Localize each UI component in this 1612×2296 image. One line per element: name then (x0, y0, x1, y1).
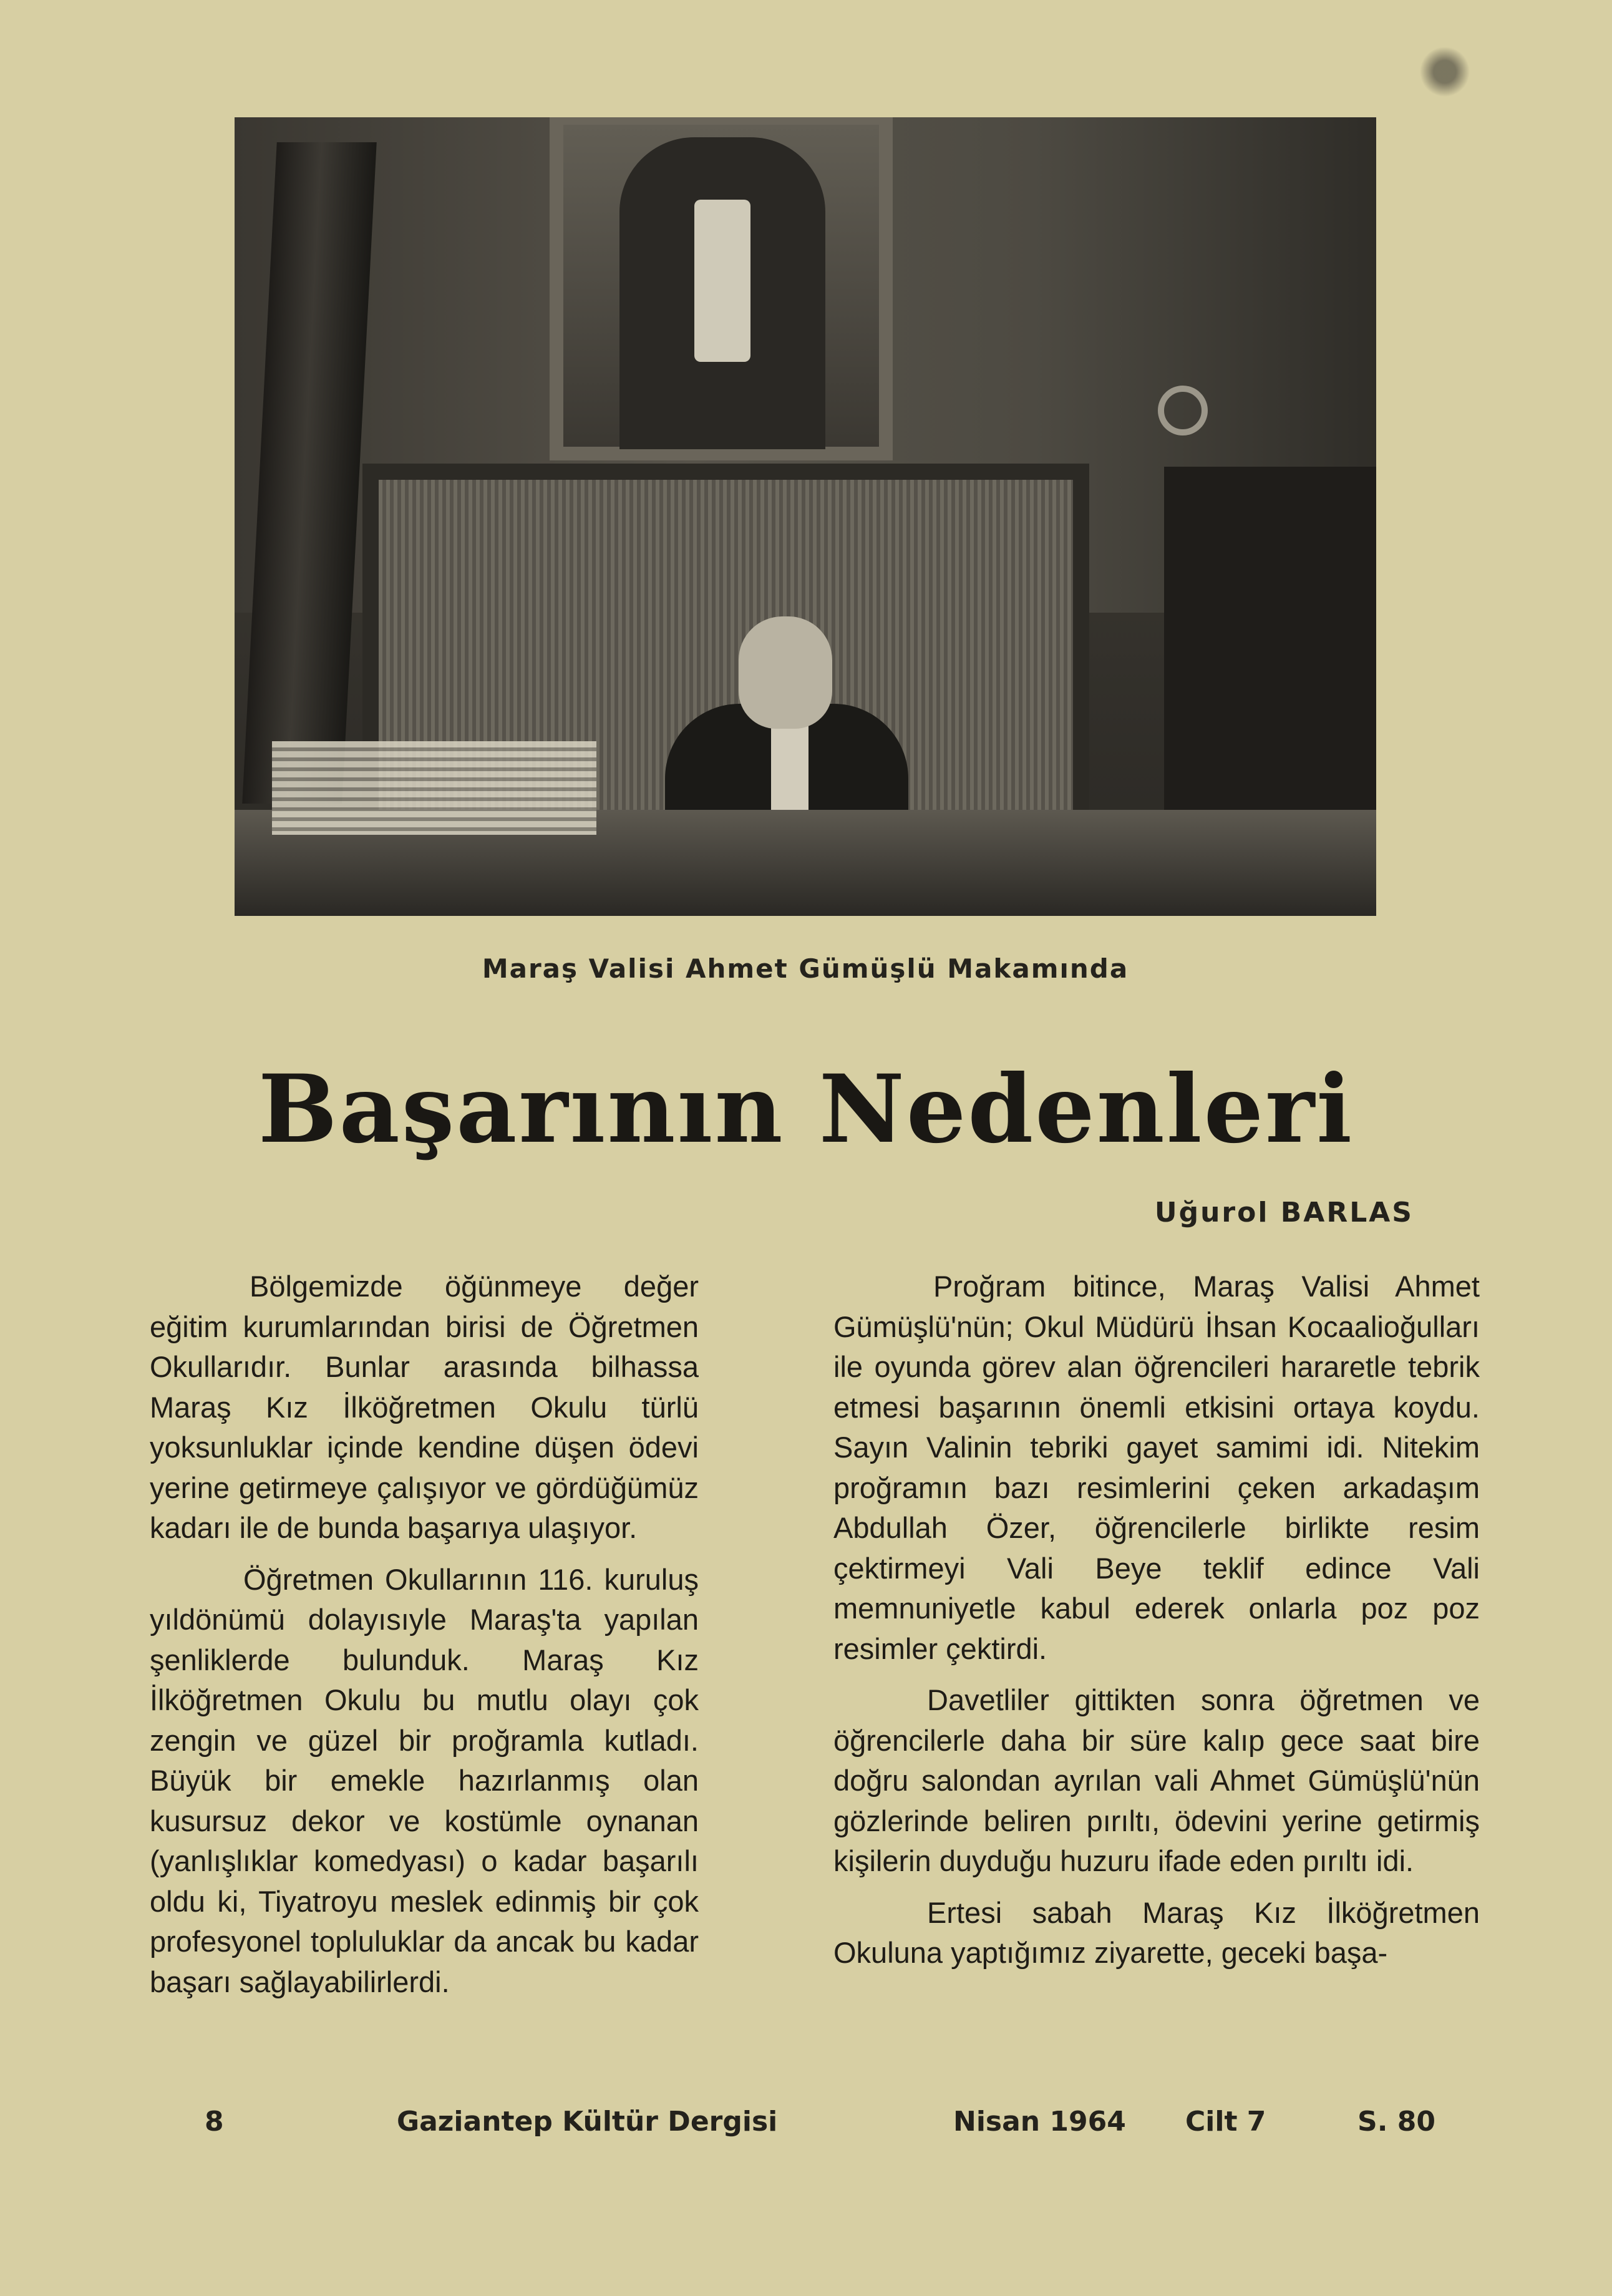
portrait-shirt (694, 200, 750, 362)
article-headline: Başarının Nedenleri (258, 1054, 1354, 1164)
page-number: 8 (205, 2106, 224, 2138)
volume-number: Cilt 7 (1185, 2106, 1266, 2138)
paragraph: Proğram bitince, Maraş Valisi Ahmet Gümüşlü'nün; Okul Müdürü İhsan Kocaalioğulları ile oyunda görev alan öğrencileri hararetle tebrik etmesi başarının önemli etkisini ortaya koydu. Sayın Valinin tebriki gayet samimi idi. Nitekim proğramın bazı resimlerini çeken arkadaşım Abdullah Özer, öğrencilerle birlikte resim çektirmeyi Vali Beye teklif edince Vali memnuniyetle kabul ederek onlarla poz poz resimler çektirdi. (833, 1270, 1480, 1665)
paragraph: Davetliler gittikten sonra öğretmen ve öğrencilerle daha bir süre kalıp gece saat bire doğru salondan ayrılan vali Ahmet Gümüşlü'nün gözlerinde beliren pırıltı, ödevini yerine getirmiş kişilerin duyduğu huzuru ifade eden pırıltı idi. (833, 1683, 1480, 1877)
article-author: Uğurol BARLAS (1154, 1197, 1414, 1228)
governor-office-photo (235, 117, 1376, 916)
left-column (150, 1267, 699, 2013)
paragraph: Ertesi sabah Maraş Kız İlköğretmen Okuluna yaptığımız ziyarette, geceki başa- (833, 1895, 1480, 1969)
page-corner-stamp (1404, 25, 1472, 119)
papers-on-desk (272, 741, 596, 835)
issue-date: Nisan 1964 (953, 2106, 1126, 2138)
desk-lamp-icon (1158, 386, 1208, 435)
paragraph: Bölgemizde öğünmeye değer eğitim kurumlarından birisi de Öğretmen Okullarıdır. Bunlar arasında bilhassa Maraş Kız İlköğretmen Okulu türlü yoksunluklar içinde kendine düşen ödevi yerine getirmeye çalışıyor ve gördüğümüz kadarı ile de bunda başarıya ulaşıyor. (150, 1270, 699, 1544)
paragraph: Öğretmen Okullarının 116. kuruluş yıldönümü dolayısıyle Maraş'ta yapılan şenliklerde bulunduk. Maraş Kız İlköğretmen Okulu bu mutlu olayı çok zengin ve güzel bir proğramla kutladı. Büyük bir emekle hazırlanmış olan kusursuz dekor ve kostümle oynanan (yanlışlıklar komedyası) o kadar başarılı oldu ki, Tiyatroyu meslek edinmiş bir çok profesyonel topluluklar da ancak bu kadar başarı sağlayabilirlerdi. (150, 1562, 699, 1998)
framed-portrait (550, 117, 893, 460)
man-shirt (771, 716, 808, 816)
page-footer (0, 2106, 1612, 2143)
magazine-name: Gaziantep Kültür Dergisi (397, 2106, 778, 2138)
man-head (739, 616, 832, 729)
right-column (833, 1267, 1480, 1985)
issue-number: S. 80 (1357, 2106, 1435, 2138)
photo-caption: Maraş Valisi Ahmet Gümüşlü Makamında (482, 953, 1129, 984)
